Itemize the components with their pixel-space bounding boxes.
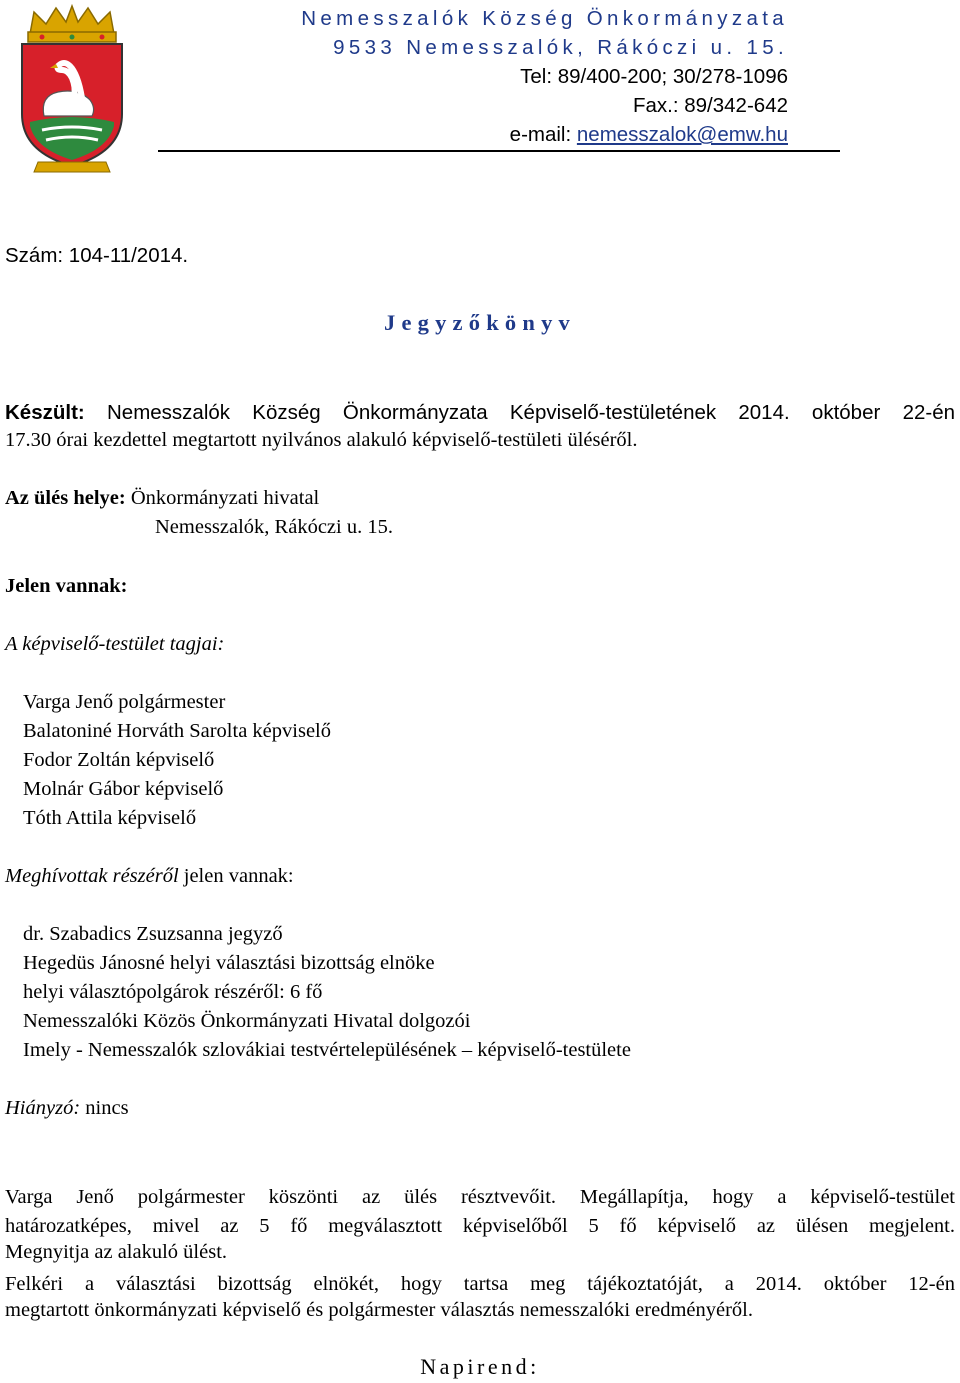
letterhead-org-name: Nemesszalók Község Önkormányzata <box>301 7 788 30</box>
paragraph-2-line-2: megtartott önkormányzati képviselő és polgármester választás nemesszalóki eredményéről. <box>5 1299 753 1321</box>
members-heading: A képviselő-testület tagjai: <box>5 633 225 655</box>
letterhead-fax: Fax.: 89/342-642 <box>633 94 788 117</box>
member-item: Varga Jenő polgármester <box>23 691 226 713</box>
member-item: Molnár Gábor képviselő <box>23 778 224 800</box>
email-link[interactable]: nemesszalok@emw.hu <box>576 123 788 146</box>
location-label: Az ülés helye: <box>5 487 126 509</box>
present-heading: Jelen vannak: <box>5 575 128 597</box>
agenda-heading: Napirend: <box>420 1354 540 1379</box>
keszult-label: Készült: <box>5 401 85 424</box>
guest-item: dr. Szabadics Zsuzsanna jegyző <box>23 923 283 945</box>
paragraph-1-line-2: határozatképes, mivel az 5 fő megválasztott képviselőből 5 fő képviselő az ülésen megjelent. <box>5 1215 955 1237</box>
keszult-line-1 <box>5 398 955 428</box>
letterhead-phone: Tel: 89/400-200; 30/278-1096 <box>520 65 788 88</box>
letterhead-address: 9533 Nemesszalók, Rákóczi u. 15. <box>333 36 788 59</box>
paragraph-2-line-1: Felkéri a választási bizottság elnökét, hogy tartsa meg tájékoztatóját, a 2014. október 12-én <box>5 1273 955 1295</box>
absent-value: nincs <box>80 1097 129 1119</box>
guests-heading <box>5 865 294 888</box>
email-label: e-mail: <box>509 123 577 146</box>
absent-line <box>5 1097 129 1120</box>
letterhead-divider <box>158 150 840 152</box>
guest-item: Nemesszalóki Közös Önkormányzati Hivatal dolgozói <box>23 1010 471 1032</box>
member-item: Tóth Attila képviselő <box>23 807 197 829</box>
document-title: Jegyzőkönyv <box>384 310 576 335</box>
guest-item: Hegedüs Jánosné helyi választási bizottság elnöke <box>23 952 435 974</box>
absent-label: Hiányzó: <box>5 1097 81 1119</box>
guest-item: helyi választópolgárok részéről: 6 fő <box>23 981 323 1003</box>
member-item: Balatoniné Horváth Sarolta képviselő <box>23 720 331 742</box>
paragraph-1-line-1: Varga Jenő polgármester köszönti az ülés résztvevőit. Megállapítja, hogy a képviselő-testület <box>5 1186 955 1208</box>
guests-heading-italic: Meghívottak részéről <box>5 865 179 887</box>
letterhead-email <box>510 120 788 149</box>
document-number: Szám: 104-11/2014. <box>5 244 189 267</box>
crown-icon <box>28 6 116 42</box>
location-value: Önkormányzati hivatal <box>125 487 320 509</box>
location-address: Nemesszalók, Rákóczi u. 15. <box>155 516 393 538</box>
guest-item: Imely - Nemesszalók szlovákiai testvértelepülésének – képviselő-testülete <box>23 1039 631 1061</box>
session-location <box>5 487 319 510</box>
coat-of-arms-logo <box>12 4 132 176</box>
keszult-text: Nemesszalók Község Önkormányzata Képviselő-testületének 2014. október 22-én <box>84 401 955 424</box>
member-item: Fodor Zoltán képviselő <box>23 749 215 771</box>
keszult-line-2: 17.30 órai kezdettel megtartott nyilvános alakuló képviselő-testületi üléséről. <box>5 429 638 451</box>
paragraph-1-line-3: Megnyitja az alakuló ülést. <box>5 1241 228 1263</box>
guests-heading-rest: jelen vannak: <box>178 865 294 887</box>
